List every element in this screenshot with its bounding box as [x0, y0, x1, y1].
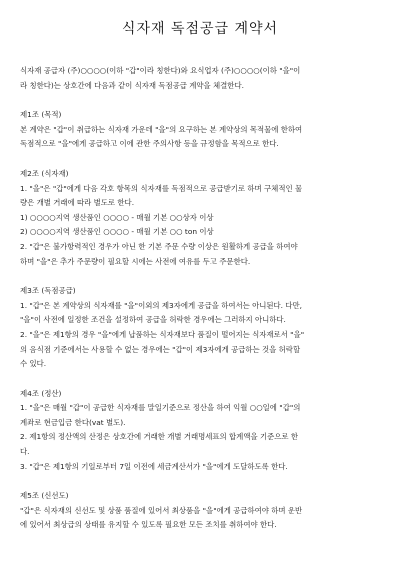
article-heading: 제1조 (목적) — [20, 110, 62, 120]
article-line: 에 있어서 최상급의 상태를 유지할 수 있도록 필요한 모든 조치를 취하여야 한다. — [20, 520, 277, 530]
article-heading: 제5조 (신선도) — [20, 491, 69, 501]
article-line: 1) ○○○○지역 생산품인 ○○○○ - 매월 기본 ○○상자 이상 — [20, 212, 214, 222]
article-line: 1. "갑"은 본 계약상의 식자재를 "을"이외의 제3자에게 공급을 하여서는 아니된다. 다만, — [20, 300, 303, 310]
article-heading: 제2조 (식자재) — [20, 168, 69, 178]
article-line: 하며 "을"은 추가 주문량이 필요할 시에는 사전에 여유를 두고 주문한다. — [20, 256, 251, 266]
article-5 — [20, 489, 382, 533]
article-line: 량은 개별 거래에 따라 별도로 한다. — [20, 198, 135, 208]
article-line: "을"이 사전에 일정한 조건을 설정하여 공급을 허락한 경우에는 그러하지 아니하다. — [20, 315, 286, 325]
article-heading: 제3조 (독점공급) — [20, 286, 76, 296]
document-title: 식자재 독점공급 계약서 — [121, 21, 279, 37]
preamble-line: 식자재 공급자 (주)○○○○(이하 "갑"이라 칭한다)와 요식업자 (주)○○○○(이하 "을"이 — [20, 66, 301, 75]
article-line: 2) ○○○○지역 생산품인 ○○○○ - 매월 기본 ○○ ton 이상 — [20, 227, 214, 237]
article-line: 2. 제1항의 정산액의 산정은 상호간에 거래한 개별 거래명세표의 합계액을 기준으로 한 — [20, 432, 298, 442]
article-line: 2. "을"은 제1항의 경우 "을"에게 납품하는 식자재보다 품질이 떨어지는 식자재로서 "을" — [20, 329, 305, 339]
article-line: 의 음식점 기준에서는 사용할 수 없는 경우에는 "갑"이 제3자에게 공급하는 것을 허락할 — [20, 344, 301, 354]
article-line: 계좌로 현금입금 한다(vat 별도). — [20, 417, 126, 427]
article-line: 1. "을"은 매월 "갑"이 공급한 식자재를 말일기준으로 정산을 하여 익월 ○○일에 "갑"의 — [20, 403, 301, 413]
preamble-line: 라 칭한다)는 상호간에 다음과 같이 식자재 독점공급 계약을 체결한다. — [20, 80, 244, 90]
article-line: 다. — [20, 447, 30, 457]
article-heading: 제4조 (정산) — [20, 388, 62, 398]
article-3 — [20, 284, 382, 372]
article-line: 독점적으로 "을"에게 공급하고 이에 관한 주의사항 등을 규정함을 목적으로 한다. — [20, 139, 279, 149]
article-line: 3. "갑"은 제1항의 기일로부터 7일 이전에 세금계산서가 "을"에게 도달하도록 한다. — [20, 461, 288, 471]
article-line: 2. "갑"은 불가항력적인 경우가 아닌 한 기본 주문 수량 이상은 원활하게 공급을 하여야 — [20, 241, 298, 251]
preamble — [20, 64, 382, 93]
article-line: 수 있다. — [20, 359, 47, 369]
article-1 — [20, 108, 382, 152]
article-4 — [20, 387, 382, 475]
document-body — [20, 64, 382, 533]
article-line: "갑"은 식자재의 신선도 및 상품 품질에 있어서 최상품을 "을"에게 공급하여야 하며 운반 — [20, 505, 303, 515]
article-line: 본 계약은 "갑"이 취급하는 식자재 가운데 "을"의 요구하는 본 계약상의 목적물에 한하여 — [20, 124, 303, 134]
article-2 — [20, 167, 382, 269]
article-line: 1. "을"은 "갑"에게 다음 각호 항목의 식자재를 독점적으로 공급받기로 하며 구체적인 물 — [20, 183, 303, 193]
